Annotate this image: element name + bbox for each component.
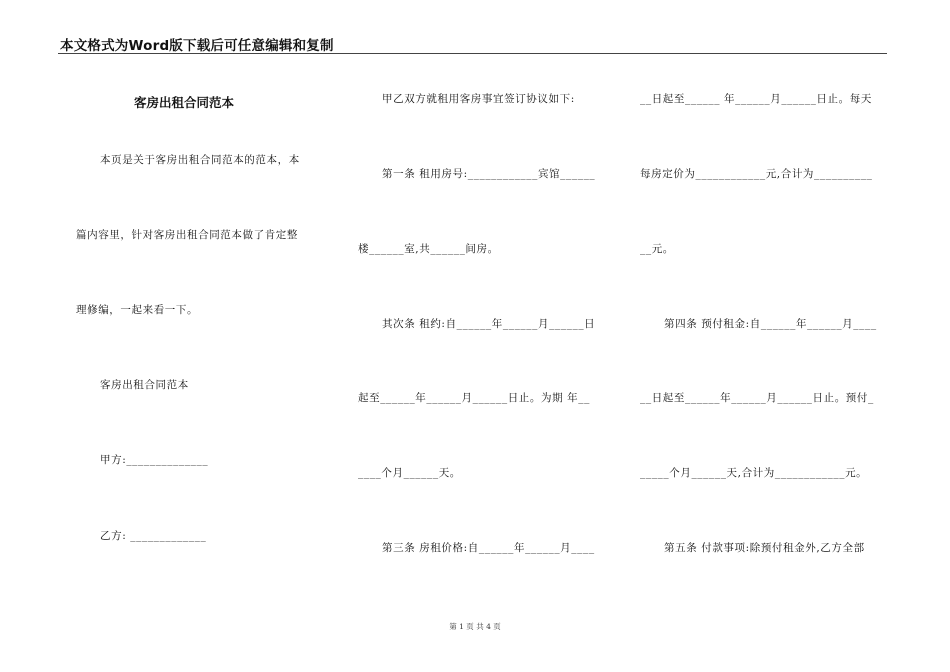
col3-line-5: __日起至______年______月______日止。预付_ (640, 392, 874, 404)
col3-line-4: 第四条 预付租金:自______年______月____ (664, 318, 877, 330)
header-divider (58, 53, 887, 54)
document-header-title: 本文格式为Word版下载后可任意编辑和复制 (60, 38, 334, 54)
col2-line-3: 楼______室,共______间房。 (358, 243, 499, 255)
col3-line-7: 第五条 付款事项:除预付租金外,乙方全部 (664, 542, 865, 554)
col2-line-1: 甲乙双方就租用客房事宜签订协议如下: (382, 93, 575, 105)
col3-line-3: __元。 (640, 243, 674, 255)
col2-line-7: 第三条 房租价格:自______年______月____ (382, 542, 595, 554)
party-a-line: 甲方:______________ (100, 454, 209, 466)
col1-line-4: 客房出租合同范本 (100, 379, 189, 391)
col3-line-1: __日起至______ 年______月______日止。每天 (640, 93, 872, 105)
col1-line-1: 本页是关于客房出租合同范本的范本，本 (100, 154, 300, 166)
col3-line-2: 每房定价为____________元,合计为__________ (640, 168, 873, 180)
col2-line-2: 第一条 租用房号:____________宾馆______ (382, 168, 596, 180)
col2-line-6: ____个月______天。 (358, 467, 461, 479)
col2-line-4: 其次条 租约:自______年______月______日 (382, 318, 596, 330)
col1-line-2: 篇内容里，针对客房出租合同范本做了肯定整 (76, 229, 298, 241)
col2-line-5: 起至______年______月______日止。为期 年__ (358, 392, 590, 404)
contract-title: 客房出租合同范本 (134, 95, 235, 110)
party-b-line: 乙方: _____________ (100, 530, 207, 542)
col1-line-3: 理修编，一起来看一下。 (76, 304, 199, 316)
page-number-footer: 第 1 页 共 4 页 (449, 622, 501, 631)
col3-line-6: _____个月______天,合计为____________元。 (640, 467, 868, 479)
